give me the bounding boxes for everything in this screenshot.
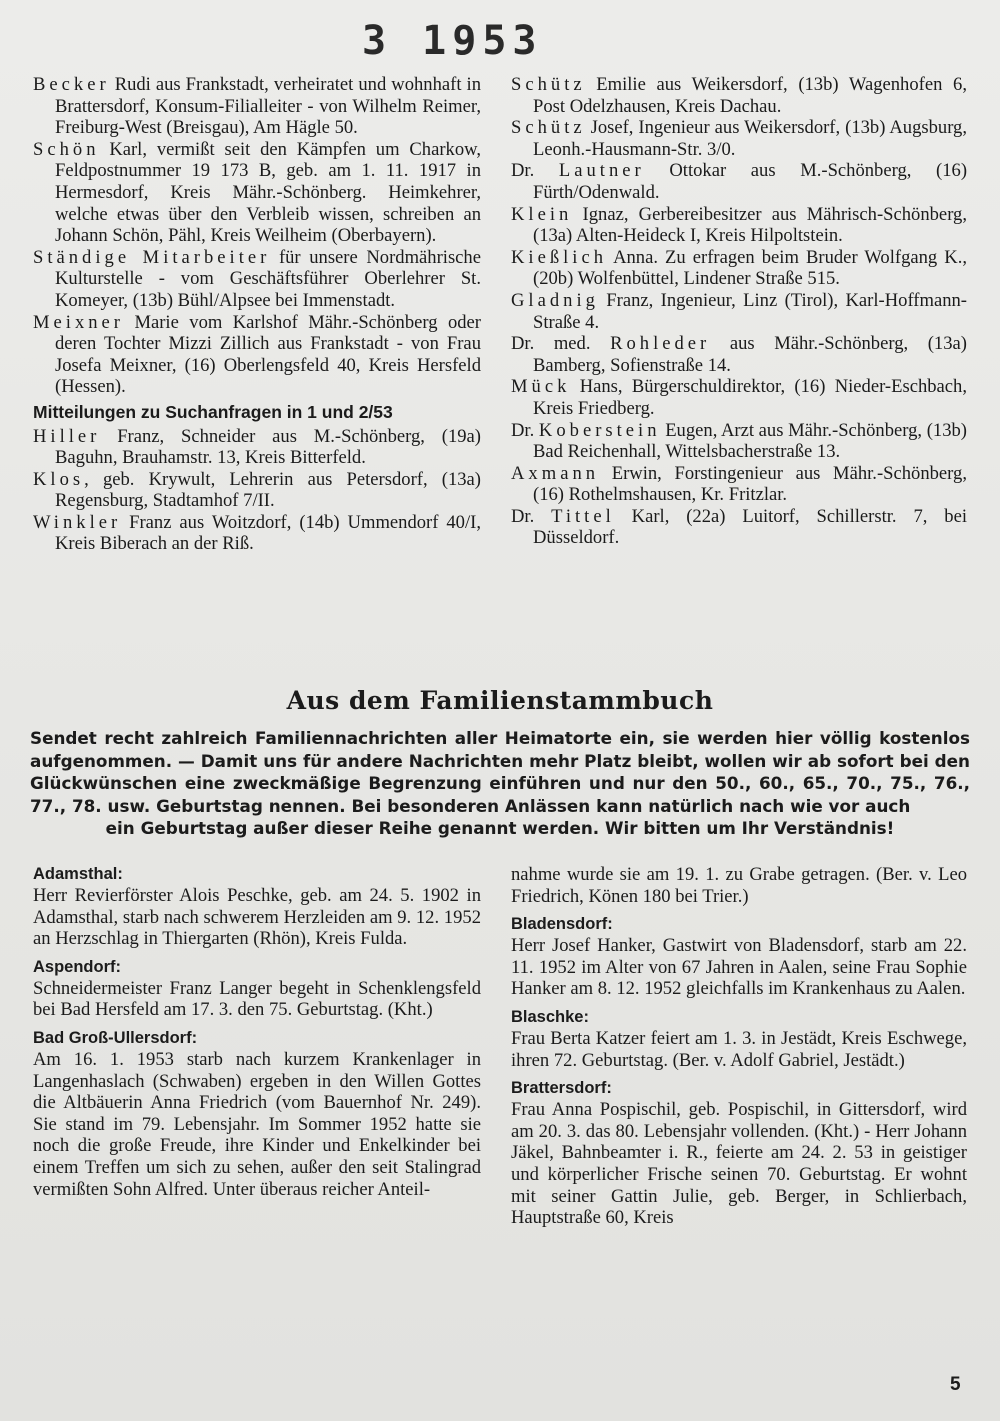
- family-news-right-column: [511, 864, 967, 1236]
- place-heading: Bad Groß-Ullersdorf:: [33, 1028, 198, 1047]
- section-intro: [30, 727, 970, 840]
- family-entry: Blaschke: Frau Berta Katzer feiert am 1. 3. in Jestädt, Kreis Eschwege, ihren 72. Geburtstag. (Ber. v. Adolf Gabriel, Jestädt.): [511, 1007, 967, 1071]
- notice-entry: Gladnig Franz, Ingenieur, Linz (Tirol), Karl-Hoffmann-Straße 4.: [511, 289, 968, 333]
- search-notices-right-column: [511, 74, 967, 549]
- place-heading: Adamsthal:: [33, 865, 123, 883]
- search-notices-left-column: [33, 74, 481, 555]
- notice-entry: Meixner Marie vom Karlshof Mähr.-Schönberg oder deren Tochter Mizzi Zillich aus Frankstadt - von Frau Josefa Meixner, (16) Oberlengsfeld 40, Kreis Hersfeld (Hessen).: [33, 311, 481, 398]
- subheading-mitteilungen: Mitteilungen zu Suchanfragen in 1 und 2/53: [33, 401, 393, 422]
- family-entry: Bad Groß-Ullersdorf: Am 16. 1. 1953 starb nach kurzem Krankenlager in Langenhaslach (Schwaben) ergeben in den Willen Gottes die Altbäuerin Anna Friedrich (vom Bauernhof Nr. 249). Sie stand im 79. Lebensjahr. Im Sommer 1952 hatte sie noch die große Freude, ihre Kinder und Enkelkinder bei einem Treffen um sich zu sehen, außer den seit Stalingrad vermißten Sohn Alfred. Unter überaus reicher Anteil-: [33, 1028, 481, 1200]
- notice-entry: Winkler Franz aus Woitzdorf, (14b) Ummendorf 40/I, Kreis Biberach an der Riß.: [33, 511, 481, 555]
- page-number: 5: [950, 1374, 961, 1395]
- place-heading: Bladensdorf:: [511, 915, 613, 934]
- family-entry: Adamsthal: Herr Revierförster Alois Peschke, geb. am 24. 5. 1902 in Adamsthal, starb nach schwerem Herzleiden am 9. 12. 1952 an Herzschlag in Thiergarten (Rhön), Kreis Fulda.: [33, 865, 481, 950]
- place-heading: Aspendorf:: [33, 957, 121, 976]
- notice-entry: Schütz Emilie aus Weikersdorf, (13b) Wagenhofen 6, Post Odelzhausen, Kreis Dachau.: [511, 74, 967, 117]
- family-entry: Bladensdorf: Herr Josef Hanker, Gastwirt von Bladensdorf, starb am 22. 11. 1952 im Alter von 67 Jahren in Aalen, seine Frau Sophie Hanker am 8. 12. 1952 gleichfalls im Krankenhaus zu Aalen.: [511, 915, 967, 1000]
- notice-entry: Klein Ignaz, Gerbereibesitzer aus Mährisch-Schönberg, (13a) Alten-Heideck I, Kreis Hilpoltstein.: [511, 203, 967, 247]
- family-news-left-column: [33, 864, 481, 1207]
- handwritten-issue-note: 3 1953: [362, 18, 543, 64]
- notice-entry: Dr. Koberstein Eugen, Arzt aus Mähr.-Schönberg, (13b) Bad Reichenhall, Wittelsbacherstraße 13.: [511, 419, 967, 463]
- notice-entry: Becker Rudi aus Frankstadt, verheiratet und wohnhaft in Brattersdorf, Konsum-Filialleiter - von Wilhelm Reimer, Freiburg-West (Breisgau), Am Hägle 50.: [33, 74, 481, 139]
- notice-entry: Klos, geb. Krywult, Lehrerin aus Petersdorf, (13a) Regensburg, Stadtamhof 7/II.: [33, 468, 481, 512]
- notice-entry: Dr. Tittel Karl, (22a) Luitorf, Schillerstr. 7, bei Düsseldorf.: [511, 505, 968, 549]
- place-heading: Blaschke:: [511, 1007, 589, 1026]
- notice-entry: Dr. med. Rohleder aus Mähr.-Schönberg, (13a) Bamberg, Sofienstraße 14.: [511, 333, 967, 376]
- intro-last-line: ein Geburtstag außer dieser Reihe genannt werden. Wir bitten um Ihr Verständnis!: [105, 818, 895, 838]
- notice-entry: Kießlich Anna. Zu erfragen beim Bruder Wolfgang K., (20b) Wolfenbüttel, Lindener Straße 515.: [511, 246, 967, 290]
- notice-entry: Schön Karl, vermißt seit den Kämpfen um Charkow, Feldpostnummer 19 173 B, geb. am 1. 11. 1917 in Hermesdorf, Kreis Mähr.-Schönberg. Heimkehrer, welche etwas über den Verbleib wissen, schreiben an Johann Schön, Pähl, Kreis Weilheim (Oberbayern).: [33, 138, 481, 247]
- intro-text: Sendet recht zahlreich Familiennachrichten aller Heimatorte ein, sie werden hier völlig kostenlos aufgenommen. — Damit uns für andere Nachrichten mehr Platz bleibt, wollen wir ab sofort bei den Glückwünschen eine zweckmäßige Begrenzung einführen und nur den 50., 60., 65., 70., 75., 76., 77., 78. usw. Geburtstag nennen. Bei besonderen Anlässen kann natürlich nach wie vor auch: [30, 728, 970, 816]
- place-heading: Brattersdorf:: [511, 1079, 612, 1098]
- section-heading: Aus dem Familienstammbuch: [286, 686, 714, 715]
- family-entry: Aspendorf: Schneidermeister Franz Langer begeht in Schenklengsfeld bei Bad Hersfeld am 17. 3. den 75. Geburtstag. (Kht.): [33, 957, 481, 1021]
- notice-entry: Hiller Franz, Schneider aus M.-Schönberg, (19a) Baguhn, Brauhamstr. 13, Kreis Bitterfeld.: [33, 425, 481, 469]
- notice-entry: Mück Hans, Bürgerschuldirektor, (16) Nieder-Eschbach, Kreis Friedberg.: [511, 376, 967, 419]
- notice-entry: Schütz Josef, Ingenieur aus Weikersdorf, (13b) Augsburg, Leonh.-Hausmann-Str. 3/0.: [511, 117, 968, 160]
- notice-entry: Axmann Erwin, Forstingenieur aus Mähr.-Schönberg, (16) Rothelmshausen, Kr. Fritzlar.: [511, 462, 967, 506]
- notice-entry: Ständige Mitarbeiter für unsere Nordmährische Kulturstelle - vom Geschäftsführer Oberlehrer St. Komeyer, (13b) Bühl/Alpsee bei Immenstadt.: [33, 246, 481, 311]
- family-entry: Brattersdorf: Frau Anna Pospischil, geb. Pospischil, in Gittersdorf, wird am 20. 3. das 80. Lebensjahr vollenden. (Kht.) - Herr Johann Jäkel, Bahnbeamter i. R., feierte am 24. 2. 53 in geistiger und körperlicher Frische seinen 70. Geburtstag. Er wohnt mit seiner Gattin Julie, geb. Berger, in Schlierbach, Hauptstraße 60, Kreis: [511, 1079, 967, 1229]
- notice-entry: Dr. Lautner Ottokar aus M.-Schönberg, (16) Fürth/Odenwald.: [511, 160, 968, 203]
- family-entry-continuation: nahme wurde sie am 19. 1. zu Grabe getragen. (Ber. v. Leo Friedrich, Könen 180 bei Trier.): [511, 864, 967, 907]
